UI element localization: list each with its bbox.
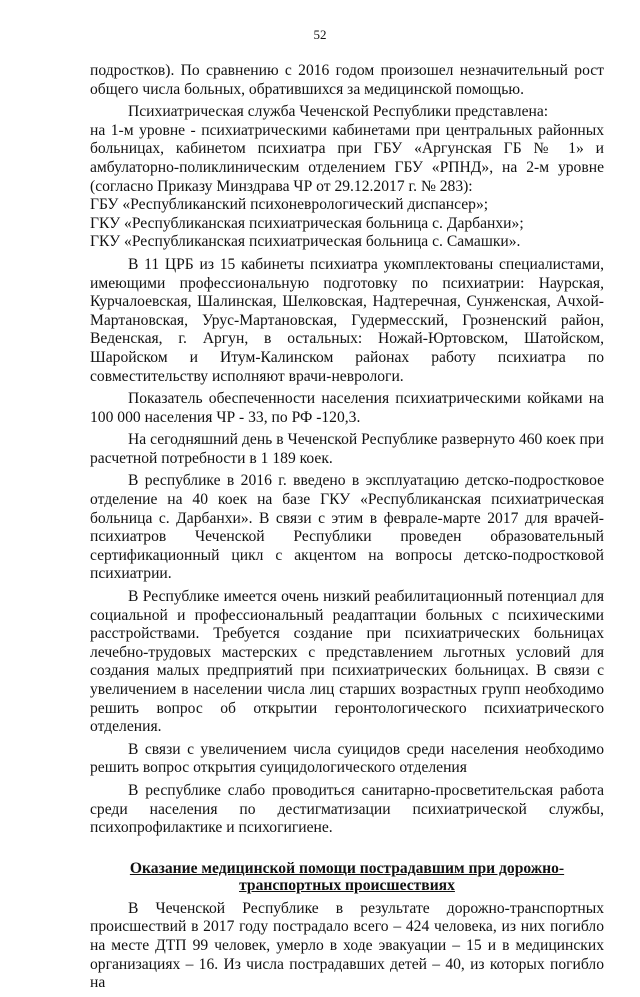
paragraph-education-work: В республике слабо проводиться санитарно-просветительская работа среди населения по дестигматизации психиатрической службы, психопрофилактике и психогигиене. (90, 781, 604, 837)
document-body (90, 62, 604, 997)
paragraph-crb-cabinets: В 11 ЦРБ из 15 кабинеты психиатра укомплектованы специалистами, имеющими профессиональную подготовку по психиатрии: Наурская, Курчалоевская, Шалинская, Шелковская, Надтеречная, Сунженская, Ачхой-Мартановская, Урус-Мартановская, Гудермесский, Грозненский район, Веденская, г. Аргун, в остальных: Ножай-Юртовском, Шатойском, Шаройском и Итум-Калинском районах работу психиатра по совместительству исполняют врачи-неврологи. (90, 255, 604, 385)
page-number: 52 (313, 27, 327, 42)
paragraph-continuation: подростков). По сравнению с 2016 годом произошел незначительный рост общего числа больных, обратившихся за медицинской помощью. (90, 62, 604, 98)
paragraph-suicidology: В связи с увеличением числа суицидов среди населения необходимо решить вопрос открытия суицидологического отделения (90, 740, 604, 777)
paragraph-service-levels: на 1-м уровне - психиатрическими кабинетами при центральных районных больницах, кабинетом психиатра при ГБУ «Аргунская ГБ № 1» и амбулаторно-поликлиническим отделением ГБУ «РПНД», на 2-м уровне (согласно Приказу Минздрава ЧР от 29.12.2017 г. № 283): (90, 121, 604, 195)
institution-item-1: ГБУ «Республиканский психоневрологический диспансер»; (90, 196, 489, 214)
paragraph-rehabilitation: В Республике имеется очень низкий реабилитационный потенциал для социальной и профессиональный реадаптации больных с психическими расстройствами. Требуется создание при психиатрических больницах лечебно-трудовых мастерских с представлением льготных условий для создания малых предприятий при психиатрических больницах. В связи с увеличением в населении числа лиц старших возрастных групп необходимо решить вопрос об открытии геронтологического психиатрического отделения. (90, 588, 604, 736)
paragraph-bed-count: На сегодняшний день в Чеченской Республике развернуто 460 коек при расчетной потребности в 1 189 коек. (90, 431, 604, 467)
institution-item-2: ГКУ «Республиканская психиатрическая больница с. Дарбанхи»; (90, 214, 524, 232)
paragraph-bed-ratio: Показатель обеспеченности населения психиатрическими койками на 100 000 населения ЧР - 33, по РФ -120,3. (90, 390, 604, 426)
paragraph-service-intro: Психиатрическая служба Чеченской Республики представлена: (128, 103, 549, 121)
institution-item-3: ГКУ «Республиканская психиатрическая больница с. Самашки». (90, 233, 521, 251)
paragraph-child-department: В республике в 2016 г. введено в эксплуатацию детско-подростковое отделение на 40 коек на базе ГКУ «Республиканская психиатрическая больница с. Дарбанхи». В связи с этим в феврале-марте 2017 для врачей-психиатров Чеченской Республики проведен образовательный сертификационный цикл с акцентом на вопросы детско-подростковой психиатрии. (90, 472, 604, 583)
paragraph-road-accidents: В Чеченской Республике в результате дорожно-транспортных происшествий в 2017 году пострадало всего – 424 человека, из них погибло на месте ДТП 99 человек, умерло в ходе эвакуации – 15 и в медицинских организациях – 16. Из числа пострадавших детей – 40, из которых погибло на (90, 899, 604, 992)
section-heading: Оказание медицинской помощи пострадавшим при дорожно-транспортных происшествиях (129, 859, 565, 894)
